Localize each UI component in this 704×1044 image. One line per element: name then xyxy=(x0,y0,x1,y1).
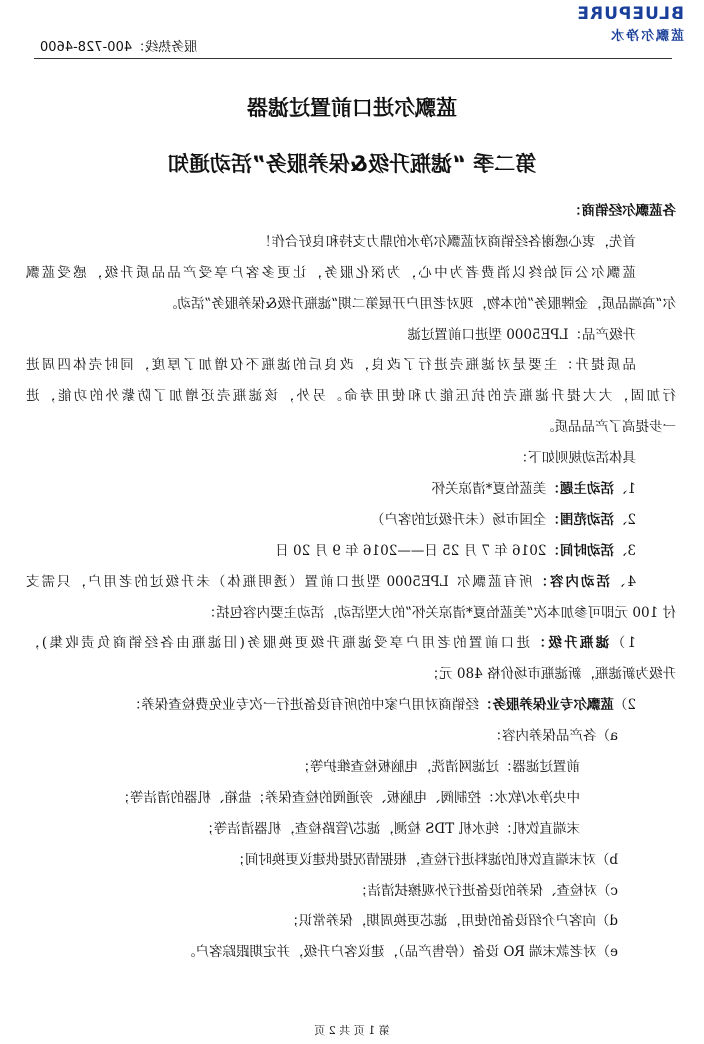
paragraph: 一步提高了产品品质。 xyxy=(541,419,676,436)
rule-item xyxy=(26,505,676,536)
paragraph: 蓝飘尔公司始终以消费者为中心，为深化服务，让更多客户享受产品品质升级，感受蓝飘 xyxy=(26,264,636,281)
rules-intro: 具体活动规则如下： xyxy=(514,450,636,467)
label: 滤瓶升级： xyxy=(530,635,610,652)
logo-text: BLUEPURE xyxy=(576,4,684,24)
brand-logo xyxy=(576,4,684,44)
paragraph: 升级为新滤瓶，新滤瓶市场价格 480 元； xyxy=(425,666,676,683)
value: 所有蓝飘尔 LPE5000 型进口前置（透明瓶体）未升级过的老用户，只需支 xyxy=(26,573,533,590)
value: 2016 年 7 月 25 日——2016 年 9 月 20 日 xyxy=(275,542,547,559)
list-item: b）对末端直饮机的滤料进行检查，根据情况提供建议更换时间； xyxy=(231,851,618,868)
upgrade-product xyxy=(26,320,676,351)
rule-num: 3、 xyxy=(613,542,636,559)
paragraph: 行加固，大大提升滤瓶壳的抗压能力和使用寿命。另外，该滤瓶壳还增加了防紫外的功能，进 xyxy=(26,388,676,405)
list-item: 末端直饮机：纯水机 TDS 检测，滤芯/管路检查，机器清洁等； xyxy=(200,820,580,837)
page-number: 第 1 页 共 2 页 xyxy=(314,1024,390,1037)
list-item: 前置过滤器：过滤网清洗，电脑板检查维护等； xyxy=(296,759,580,776)
doc-title: 蓝飘尔进口前置过滤器 xyxy=(247,96,457,120)
label: 活动范围： xyxy=(546,511,614,528)
rule-item xyxy=(26,474,676,505)
quality-line xyxy=(26,350,676,381)
paragraph: 首先，衷心感谢各经销商对蓝飘尔净水的鼎力支持和良好合作！ xyxy=(258,233,636,250)
sub-item xyxy=(26,628,676,659)
label: 品质提升： xyxy=(557,357,636,374)
item-num: 1） xyxy=(609,635,636,652)
rule-num: 4、 xyxy=(609,573,636,590)
label: 活动主题： xyxy=(546,481,614,498)
hotline-number: 400-728-4600 xyxy=(40,40,133,55)
label: 活动内容： xyxy=(532,573,610,590)
item-num: 2） xyxy=(613,697,636,714)
value: 美蓝怡夏*清凉关怀 xyxy=(431,481,547,498)
paragraph: 尔“高端品质，金牌服务”的本物，现对老用户开展第二期“滤瓶升级&保养服务”活动。 xyxy=(163,295,676,312)
rule-item xyxy=(26,567,676,598)
hotline-label: 服务热线： xyxy=(132,40,198,55)
list-item: d）向客户介绍设备的使用，滤芯更换周期，保养常识； xyxy=(285,913,618,930)
label: 蓝飘尔专业保养服务： xyxy=(478,697,614,714)
rule-num: 1、 xyxy=(613,481,636,498)
doc-body xyxy=(26,196,676,968)
logo-subtitle: 蓝飘尔净水 xyxy=(608,29,684,44)
value: 主要是对滤瓶壳进行了改良，改良后的滤瓶不仅增加了厚度，同时壳体四周进 xyxy=(26,357,558,374)
value: LPE5000 型进口前置过滤 xyxy=(407,326,569,343)
value: 全国市场（未升级过的客户） xyxy=(370,511,547,528)
doc-subtitle: 第二季 “滤瓶升级&保养服务”活动通知 xyxy=(167,152,537,176)
letterhead xyxy=(0,0,704,60)
service-hotline xyxy=(40,36,197,55)
value: 经销商对用户家中的所有设备进行一次专业免费检查保养： xyxy=(127,697,479,714)
paragraph: 付 100 元即可参加本次“美蓝怡夏*清凉关怀”的大型活动，活动主要内容包括： xyxy=(202,604,676,621)
label: 升级产品： xyxy=(568,326,636,343)
list-item: a）各产品保养内容： xyxy=(488,728,618,745)
header-divider xyxy=(34,58,672,59)
list-item: c）对检查、保养的设备进行外观擦拭清洁； xyxy=(353,882,618,899)
list-item: 中央净水/软水：控制阀、电脑板、旁通阀的检查保养；盐箱、机器的清洁等； xyxy=(116,789,580,806)
list-item: e）对老款末端 RO 设备（停售产品），建议客户升级，并定期跟踪客户。 xyxy=(181,944,618,961)
greeting: 各蓝飘尔经销商： xyxy=(568,203,676,219)
value: 进口前置的老用户享受滤瓶升级更换服务(旧滤瓶由各经销商负责收集)， xyxy=(26,635,530,652)
rule-num: 2、 xyxy=(613,511,636,528)
label: 活动时间： xyxy=(546,542,614,559)
sub-item xyxy=(26,690,676,721)
rule-item xyxy=(26,536,676,567)
